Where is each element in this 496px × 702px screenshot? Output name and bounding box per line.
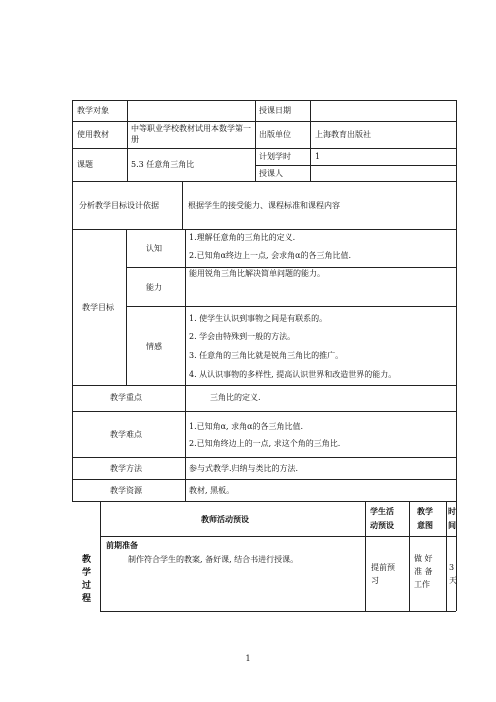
student-text: 习	[371, 576, 379, 585]
goals-label: 教学目标	[82, 303, 114, 312]
rule	[72, 148, 456, 149]
col-intent-header: 意图	[417, 520, 433, 530]
rule	[100, 501, 101, 611]
rule	[72, 181, 456, 182]
publisher-value: 上海教育出版社	[315, 130, 371, 139]
difficulty-item: 1.已知角α, 求角α的各三角比值.	[189, 422, 304, 431]
rule	[72, 501, 456, 502]
col-time-header: 时	[448, 506, 456, 516]
rule	[100, 611, 456, 612]
method-label: 教学方法	[110, 464, 142, 473]
ability-text: 能用锐角三角比解决简单问题的能力。	[189, 269, 325, 278]
student-text: 提前预	[371, 563, 395, 572]
rule	[72, 411, 456, 412]
key-value: 三角比的定义.	[210, 393, 261, 402]
rule	[72, 385, 456, 386]
rule	[456, 501, 457, 611]
rule	[72, 479, 456, 480]
time-text: 3	[449, 563, 455, 572]
textbook-value: 中等职业学校教材试用本数学第一册	[131, 124, 251, 144]
resources-value: 教材, 黑板。	[189, 486, 235, 495]
rule	[185, 229, 186, 385]
col-teacher-header: 教师活动预设	[201, 514, 249, 524]
rule	[127, 100, 128, 181]
rule	[255, 165, 456, 166]
process-side-label: 过	[82, 581, 92, 591]
textbook-label: 使用教材	[77, 130, 109, 139]
key-label: 教学重点	[110, 393, 142, 402]
process-side-label: 学	[82, 568, 92, 578]
rule	[456, 100, 457, 501]
rule	[365, 501, 366, 611]
prep-title: 前期准备	[106, 540, 138, 550]
rule	[72, 121, 456, 122]
rule	[126, 306, 456, 307]
emotion-item: 3. 任意角的三角比就是锐角三角比的推广。	[189, 351, 344, 360]
rule	[126, 229, 127, 385]
rule	[409, 501, 410, 611]
resources-label: 教学资源	[110, 486, 142, 495]
method-value: 参与式教学.归纳与类比的方法.	[189, 464, 299, 473]
rule	[185, 385, 186, 501]
cognition-label: 认知	[146, 244, 162, 253]
rule	[72, 457, 456, 458]
publisher-label: 出版单位	[259, 130, 291, 139]
col-intent-header: 教学	[417, 506, 433, 516]
rule	[182, 181, 183, 229]
rule	[446, 501, 447, 611]
emotion-item: 1. 使学生认识到事物之间是有联系的。	[189, 314, 328, 323]
rule	[72, 229, 456, 230]
cognition-item: 1.理解任意角的三角比的定义.	[189, 233, 296, 242]
col-time-header: 间	[448, 520, 456, 530]
rule	[255, 100, 256, 181]
date-label: 授课日期	[259, 106, 291, 115]
analysis-label: 分析教学目标设计依据	[79, 201, 159, 210]
topic-label: 课题	[77, 160, 93, 169]
emotion-item: 4. 从认识事物的多样性, 提高认识世界和改造世界的能力。	[189, 370, 397, 379]
target-label: 教学对象	[77, 106, 109, 115]
difficulty-label: 教学难点	[110, 430, 142, 439]
emotion-label: 情感	[146, 342, 162, 351]
rule	[72, 100, 456, 101]
rule	[72, 100, 73, 501]
topic-value: 5.3 任意角三角比	[131, 160, 195, 169]
teacher-label: 授课人	[259, 169, 283, 178]
time-text: 天	[449, 576, 457, 585]
prep-text: 制作符合学生的教案, 备好课, 结合书进行授课。	[128, 555, 299, 564]
rule	[310, 100, 311, 181]
hours-value: 1	[315, 152, 321, 161]
process-side-label: 程	[82, 594, 92, 604]
intent-text: 工作	[414, 580, 430, 589]
intent-text: 准 备	[414, 567, 433, 576]
hours-label: 计划学时	[259, 152, 291, 161]
intent-text: 做 好	[414, 554, 433, 563]
col-student-header: 动预设	[370, 520, 394, 530]
analysis-value: 根据学生的接受能力、课程标准和课程内容	[188, 201, 340, 210]
emotion-item: 2. 学会由特殊到一般的方法。	[189, 332, 296, 341]
process-side-label: 教	[82, 555, 92, 565]
page-number: 1	[245, 654, 251, 663]
cognition-item: 2.已知角α终边上一点, 会求角α的各三角比值.	[189, 251, 352, 260]
ability-label: 能力	[146, 283, 162, 292]
rule	[100, 536, 456, 537]
difficulty-item: 2.已知角终边上的一点, 求这个角的三角比.	[189, 439, 341, 448]
col-student-header: 学生活	[370, 506, 394, 516]
